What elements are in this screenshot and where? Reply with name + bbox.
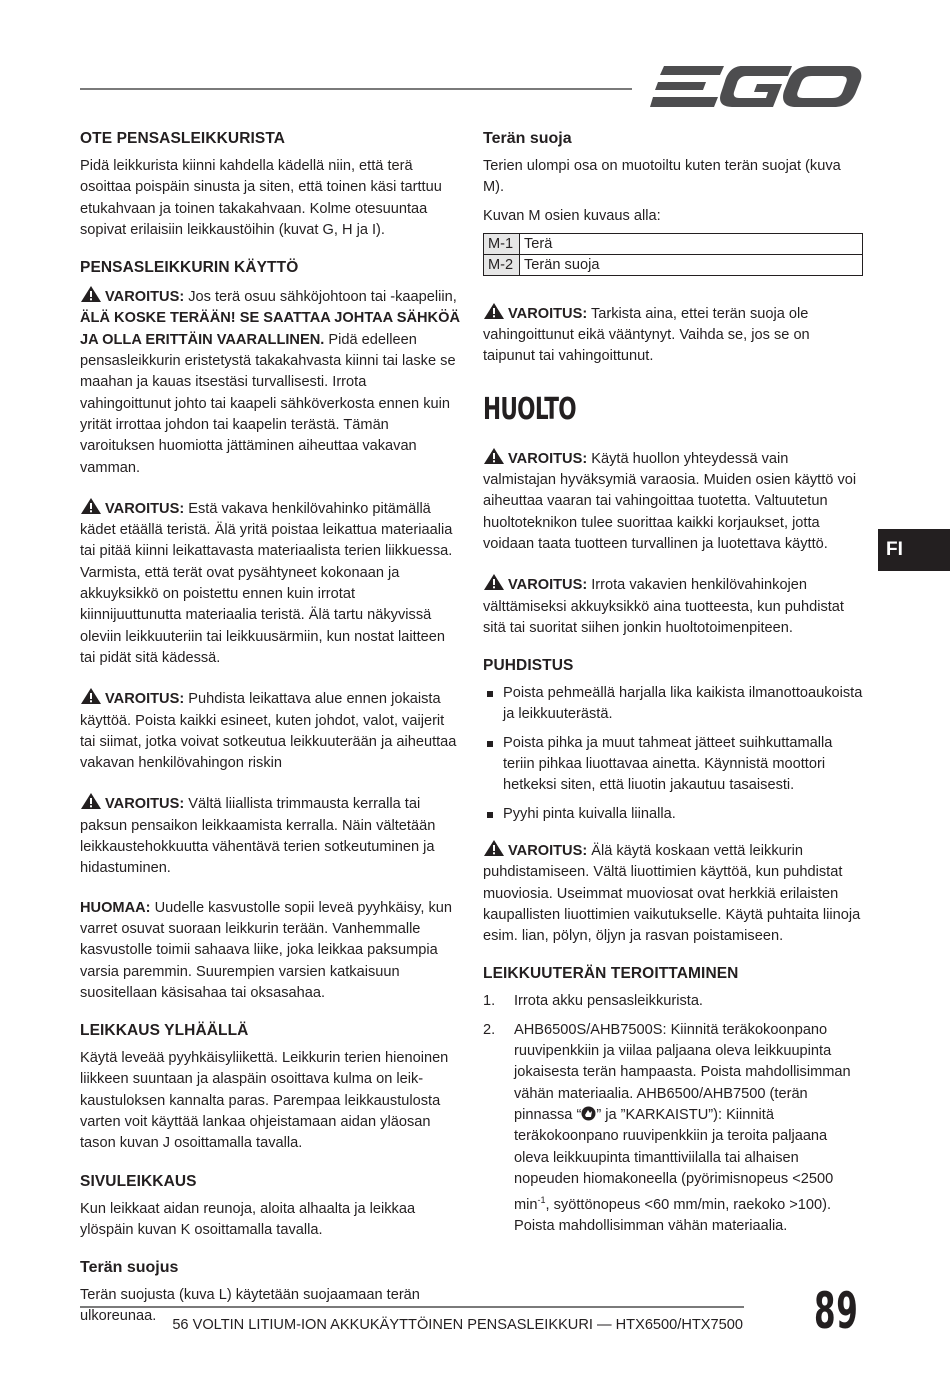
use-heading: PENSASLEIKKURIN KÄYTTÖ [80,259,299,277]
warning-no-water [483,839,863,947]
left-column [80,130,460,1346]
part-code: M-2 [484,254,520,275]
list-item-text: Pyyhi pinta kuivalla liinalla. [503,805,676,822]
warning-text: Älä käytä koskaan vettä leikkurin puhdistamiseen. Vältä liuottimien käyttöä, kun puhdistat muoviosia. Useimmat muoviosat ovat herkkiä erilaisten kaupallisten liuottimien vaikutukselle. Käytä puhtaita liinoja esim. lian, pölyn, öljyn ja rasvan poistamiseen. [483,842,861,945]
page-number: 89 [814,1282,859,1340]
side-cutting-heading: SIVULEIKKAUS [80,1172,197,1190]
warning-triangle-icon [483,839,505,857]
footer-title: 56 VOLTIN LITIUM-ION AKKUKÄYTTÖINEN PENSASLEIKKURI — HTX6500/HTX7500 [172,1317,743,1333]
warning-sheath-damage [483,302,863,368]
warning-triangle-icon [80,285,102,303]
bullet-square-icon [487,741,493,747]
step-text: ” ja ”KARKAISTU”): Kiinnitä teräkokoonpano ruuvipenkkiin ja teroita paljaana oleva leikkuupinta timanttiviilalla tai alhaisen nopeuden hiomakoneella (pyörimisnopeus <2500 min [514,1106,834,1213]
warning-triangle-icon [80,792,102,810]
step-number: 1. [483,993,496,1010]
language-tab: FI [878,529,950,571]
list-item-text: Poista pihka ja muut tahmeat jätteet suihkuttamalla teriin pihkaa liuottavaa ainetta. Käynnistä moottori hetkeksi siten, että liuotin jakautuu tasaisesti. [503,734,833,794]
parts-table [483,233,863,276]
blade-guard-paragraph: Terän suojusta (kuva L) käytetään suojaamaan terän ulkoreunaa. [80,1287,420,1325]
step-text: Irrota akku pensasleikkurista. [514,993,703,1010]
list-item [483,733,863,797]
warning-spare-parts [483,447,863,555]
step-text: , syöttönopeus <60 mm/min, raekoko >100). Poista mahdollisimman vähän materiaalia. [514,1196,832,1235]
warning-triangle-icon [483,447,505,465]
step-text: AHB6500S/AHB7500S: Kiinnitä teräkokoonpano ruuvipenkkiin ja viilaa paljaana oleva leikkuupinta jokaisesta terän hampaasta. Poista mahdollisimman vähän materiaalia. AHB6500/AHB7500 (terän pinnassa “ [514,1021,851,1123]
superscript: -1 [537,1195,546,1206]
warning-label: VAROITUS: [508,577,588,594]
top-cutting-paragraph: Käytä leveää pyyhkäisyliikettä. Leikkurin terien hienoinen liikkeen suuntaan ja alaspäin osoittava kulma on leik-kaustuloksen kannalta paras. Parempaa leikkaustulosta varten voit käyttää lankaa ohjeistamaan aidan yläosan tason kuvan J osoittamalla tavalla. [80,1050,449,1152]
step-number: 2. [483,1021,496,1038]
footer-rule [80,1306,744,1308]
list-item [483,991,863,1012]
header-rule [80,88,632,90]
ego-logo [650,62,862,112]
warning-remove-battery [483,573,863,639]
warning-label: VAROITUS: [105,691,185,708]
warning-text: Käytä huollon yhteydessä vain valmistajan hyväksymiä varaosia. Muiden osien käyttö voi aiheuttaa vaaran tai vahingoittaa tuotetta. Valtuutetun huoltoteknikon tulee suorittaa kaikki korjaukset, jotta voidaan taata tuotteen turvallinen ja luotettava käyttö. [483,450,857,552]
warning-live-wire [80,285,460,479]
top-cutting-heading: LEIKKAUS YLHÄÄLLÄ [80,1022,249,1040]
list-item-text: Poista pehmeällä harjalla lika kaikista ilmanottoaukoista ja leikkuuterästä. [503,685,863,723]
blade-sheath-heading: Terän suoja [483,130,572,147]
warning-triangle-icon [483,573,505,591]
cleaning-heading: PUHDISTUS [483,657,574,675]
part-name: Terän suoja [520,254,863,275]
note-text: Uudelle kasvustolle sopii leveä pyyhkäisy, kun varret osuvat suoraan leikkurin terään. Vanhemmalle kasvustolle toimii sahaava liike, joka leikkaa paksumpia varsia paremmin. Suurempien varsien katkaisuun suositellaan käsisahaa tai oksasahaa. [80,899,453,1001]
blade-sheath-paragraph: Terien ulompi osa on muotoiltu kuten terän suojat (kuva M). [483,158,841,196]
warning-triangle-icon [80,687,102,705]
bullet-square-icon [487,691,493,697]
hardened-blade-symbol-icon [581,1106,596,1121]
warning-label: VAROITUS: [508,842,588,859]
warning-text: Pidä edelleen pensasleikkurin eristetystä takakahvasta kiinni tai laske se maahan ja kauas itsestäsi turvallisesti. Irrota vahingoittunut johto tai kaapeli sähköverkosta ennen kuin yrität irrottaa johdon tai kaapelin terästä. Tämän varoituksen huomiotta jättäminen aiheuttaa vakavan vamman. [80,331,456,476]
cleaning-list [483,683,863,825]
list-item [483,804,863,825]
right-column [483,130,863,1245]
warning-label: VAROITUS: [508,305,588,322]
bullet-square-icon [487,812,493,818]
warning-label: VAROITUS: [105,796,185,813]
warning-text: Puhdista leikattava alue ennen jokaista käyttöä. Poista kaikki esineet, kuten johdot, valot, vaijerit tai siimat, jotka voivat sotkeutua leikkuuterään ja aiheuttaa vakavan henkilövahingon riskin [80,691,457,772]
grip-paragraph: Pidä leikkurista kiinni kahdella kädellä niin, että terä osoittaa poispäin sinusta ja siten, että toinen käsi tarttuu etukahvaan ja toinen takakahvaan. Kolme otesuuntaa sopivat erilaisiin leikkaustöihin (kuvat G, H ja I). [80,158,442,238]
table-row [484,233,863,254]
warning-hands [80,497,460,669]
warning-label: VAROITUS: [508,450,588,467]
part-code: M-1 [484,233,520,254]
warning-text: Tarkista aina, ettei terän suoja ole vahingoittunut eikä vääntynyt. Vaihda se, jos se on taipunut tai vahingoittunut. [483,305,810,365]
warning-label: VAROITUS: [105,500,185,517]
warning-triangle-icon [80,497,102,515]
grip-heading: OTE PENSASLEIKKURISTA [80,130,286,147]
note-label: HUOMAA: [80,899,151,916]
table-row [484,254,863,275]
warning-clear-area [80,687,460,774]
warning-text: Irrota vakavien henkilövahinkojen välttämiseksi akkuyksikkö aina tuotteesta, kun puhdistat sitä tai suoritat siihen jonkin huoltotoimenpiteen. [483,577,844,636]
warning-text: Vältä liiallista trimmausta kerralla tai paksun pensaikon leikkaamista kerralla. Näin vältetään leikkaustehokkuutta vähentävä terien sotkeutuminen ja hidastuminen. [80,796,436,877]
list-item [483,1020,863,1238]
blade-guard-heading: Terän suojus [80,1259,179,1277]
warning-label: VAROITUS: [105,289,185,306]
warning-caps-text: ÄLÄ KOSKE TERÄÄN! SE SAATTAA JOHTAA SÄHKÖÄ JA OLLA ERITTÄIN VAARALLINEN. [80,310,460,348]
note-paragraph [80,898,460,1004]
warning-overtrimming [80,792,460,879]
part-name: Terä [520,233,863,254]
side-cutting-paragraph: Kun leikkaat aidan reunoja, aloita alhaalta ja leikkaa ylöspäin kuvan K osoittamalla tavalla. [80,1200,416,1238]
maintenance-section-title: HUOLTO [483,391,576,427]
sharpening-heading: LEIKKUUTERÄN TEROITTAMINEN [483,965,739,983]
warning-triangle-icon [483,302,505,320]
figure-m-intro: Kuvan M osien kuvaus alla: [483,207,661,224]
warning-text: Jos terä osuu sähköjohtoon tai -kaapeliin, [184,289,457,306]
list-item [483,683,863,726]
warning-text: Estä vakava henkilövahinko pitämällä kädet etäällä teristä. Älä yritä poistaa leikattua materiaalia tai pitää kiinni leikattavasta materiaalista terien liikkuessa. Varmista, että terät ovat pysähtyneet kokonaan ja akkuyksikkö on poistettu ennen kuin irrotat kiinnijuuttunutta materiaalia teristä. Älä tartu näkyvissä oleviin leikkuuteriin tai leikkuusärmiin, kun nostat laitteen tai pidät sitä kädessä. [80,500,453,666]
sharpening-steps [483,991,863,1237]
